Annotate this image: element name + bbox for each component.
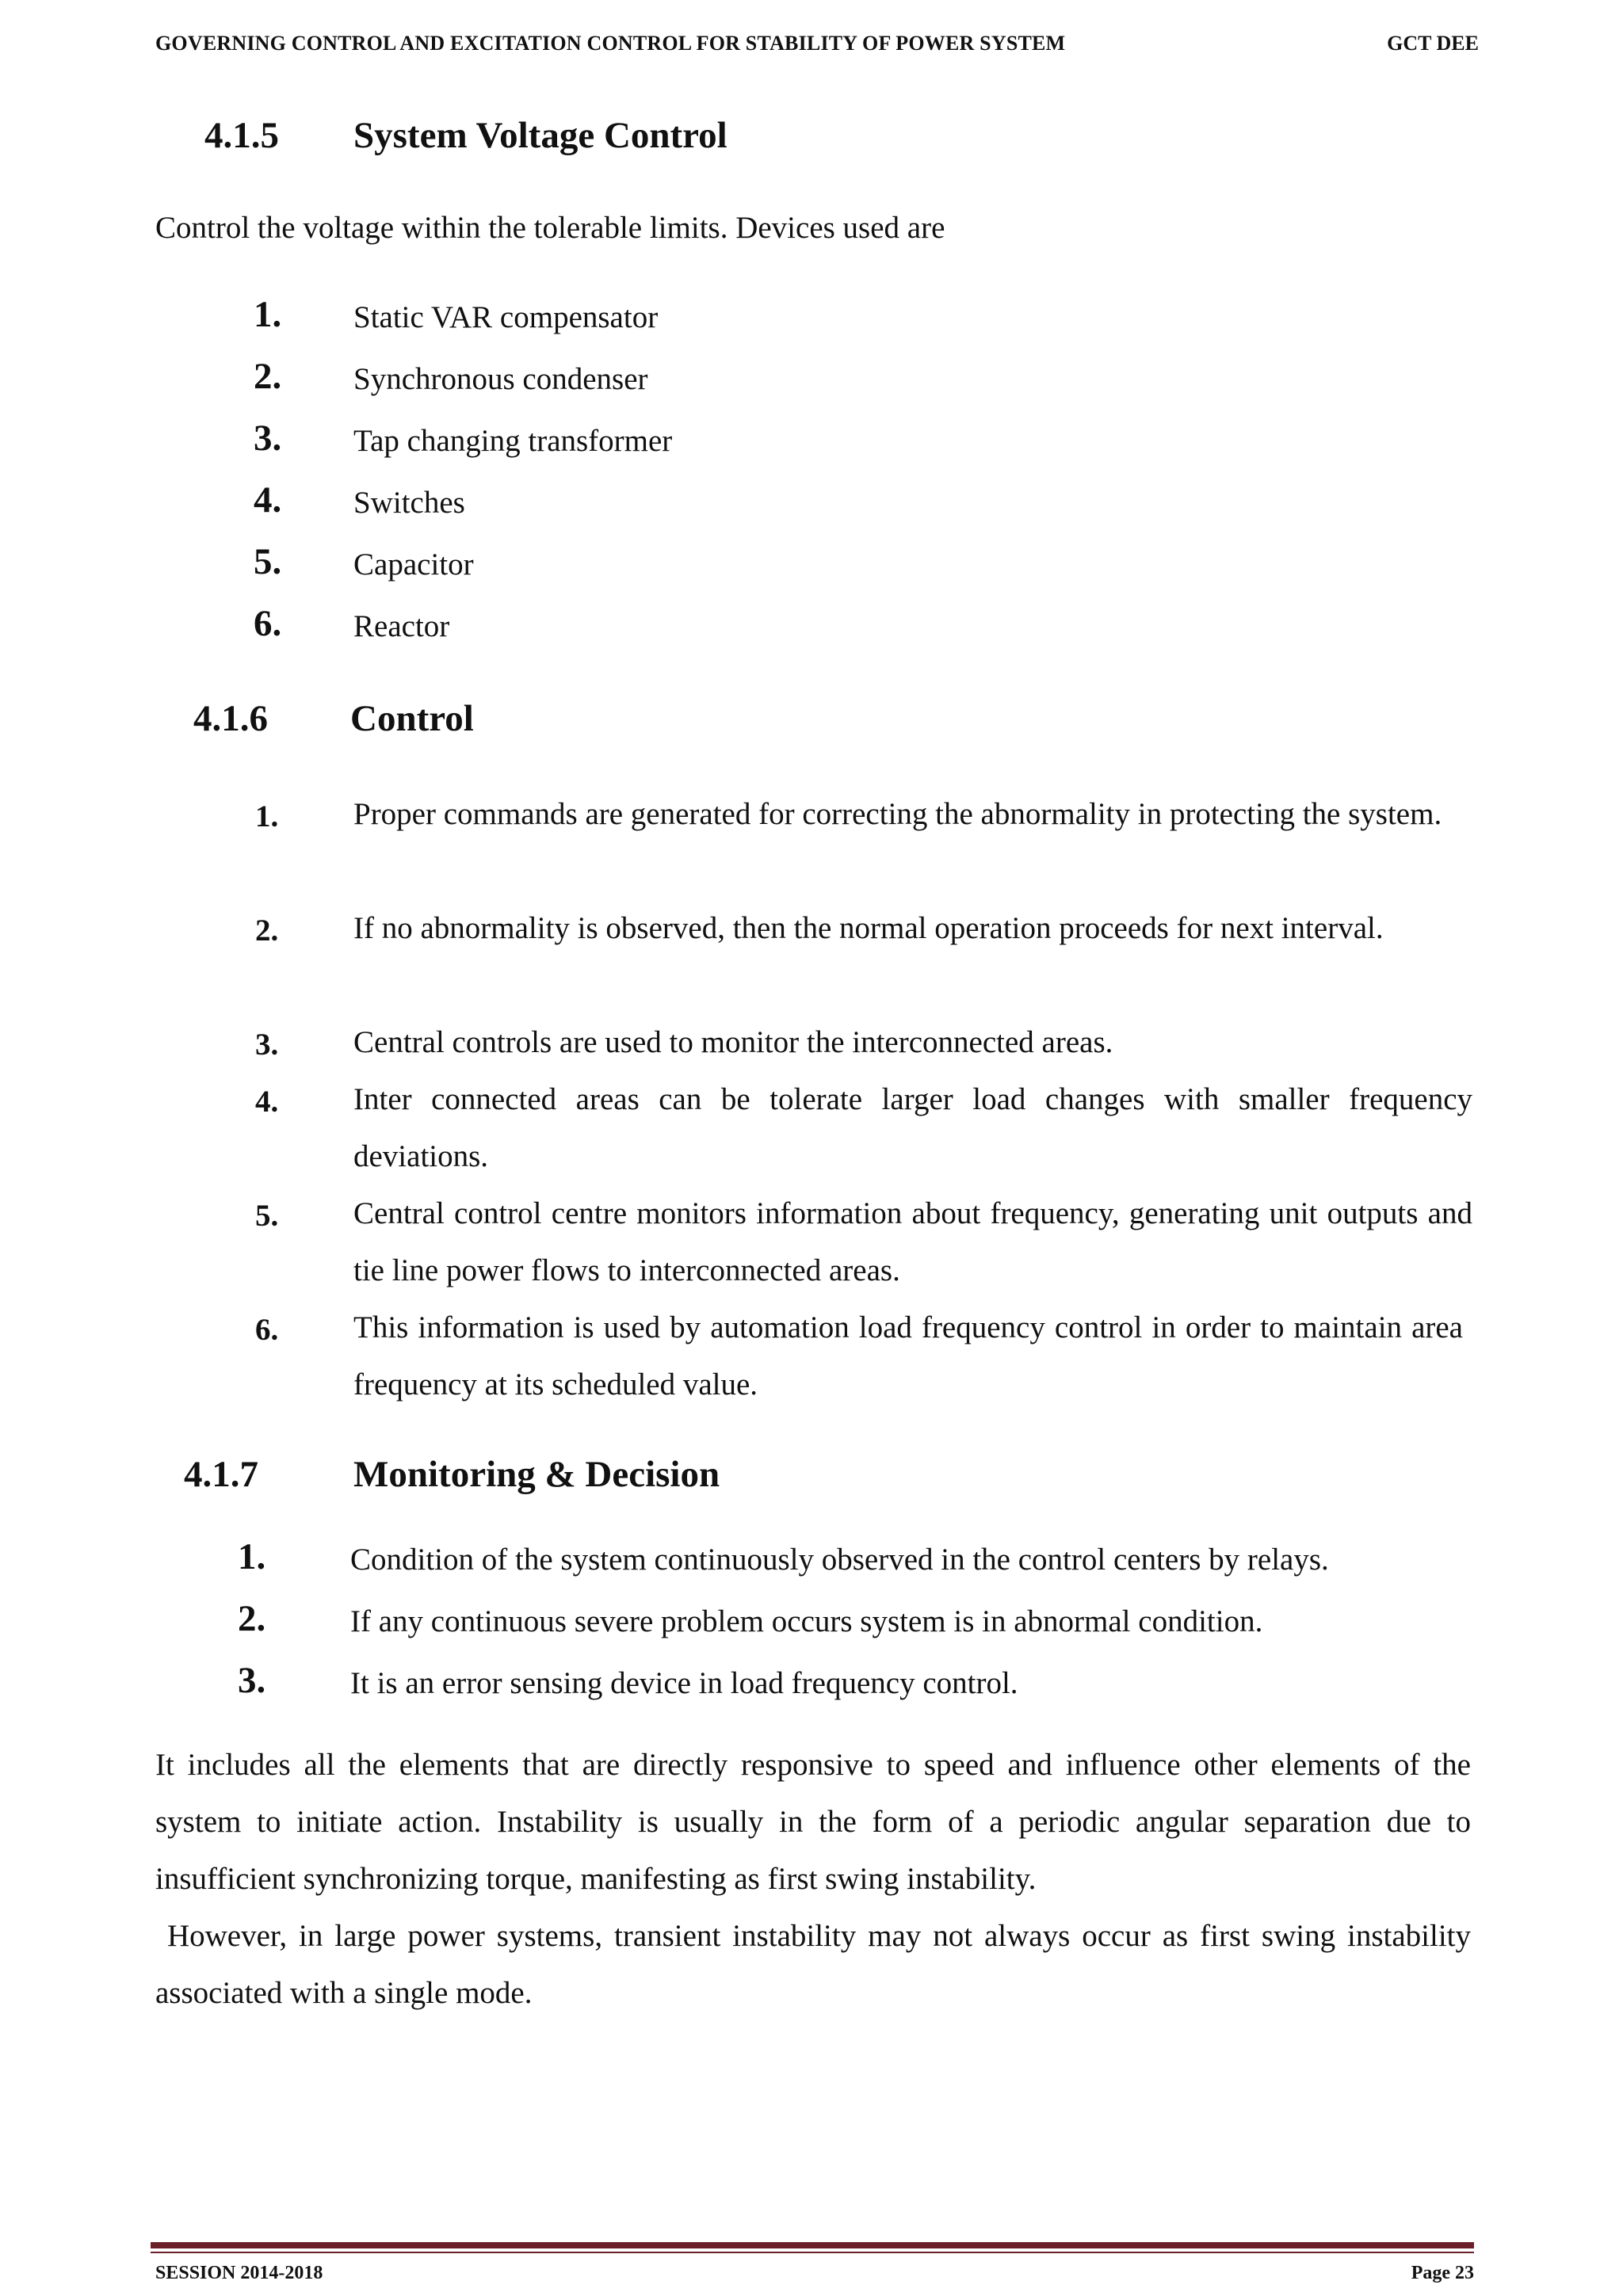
list-text: Capacitor — [353, 547, 474, 582]
list-number: 2. — [255, 913, 279, 948]
list-number: 2. — [238, 1598, 266, 1639]
list-text: Central control centre monitors information about frequency, generating unit outputs and tie line power flows to interconnected areas. — [353, 1196, 1472, 1287]
list-text: Reactor — [353, 609, 450, 643]
footer-page-number: Page 23 — [1411, 2263, 1474, 2283]
running-header-dept: GCT DEE — [1387, 32, 1479, 55]
list-text: Inter connected areas can be tolerate larger load changes with smaller frequency deviations. — [353, 1082, 1472, 1173]
list-text: If no abnormality is observed, then the normal operation proceeds for next interval. — [353, 911, 1384, 945]
list-text: Synchronous condenser — [353, 362, 648, 396]
list-number: 3. — [255, 1028, 279, 1062]
list-text: This information is used by automation load frequency control in order to maintain area frequency at its scheduled value. — [353, 1310, 1463, 1402]
section-title: Control — [350, 698, 474, 739]
list-number: 1. — [238, 1536, 266, 1577]
section-number: 4.1.7 — [184, 1454, 258, 1495]
list-text: If any continuous severe problem occurs system is in abnormal condition. — [350, 1604, 1263, 1638]
section-title: System Voltage Control — [353, 115, 727, 156]
list-number: 5. — [254, 541, 282, 582]
list-number: 1. — [255, 799, 279, 833]
list-text: Switches — [353, 486, 465, 520]
list-number: 3. — [254, 418, 282, 459]
list-number: 4. — [255, 1085, 279, 1119]
list-number: 4. — [254, 479, 282, 521]
list-text: It is an error sensing device in load frequency control. — [350, 1666, 1018, 1700]
list-number: 6. — [255, 1313, 279, 1347]
section-intro: Control the voltage within the tolerable limits. Devices used are — [155, 211, 945, 245]
footer-rule — [151, 2242, 1474, 2248]
footer-session: SESSION 2014-2018 — [155, 2263, 323, 2283]
section-number: 4.1.5 — [204, 115, 279, 156]
list-number: 5. — [255, 1199, 279, 1233]
list-text: Condition of the system continuously observed in the control centers by relays. — [350, 1543, 1329, 1577]
list-text: Static VAR compensator — [353, 300, 659, 334]
list-number: 2. — [254, 356, 282, 397]
body-paragraph: However, in large power systems, transient instability may not always occur as first swing instability associated with a single mode. — [155, 1919, 1479, 2010]
list-text: Central controls are used to monitor the interconnected areas. — [353, 1025, 1113, 1059]
list-number: 6. — [254, 603, 282, 644]
section-title: Monitoring & Decision — [353, 1454, 720, 1495]
body-paragraph: It includes all the elements that are directly responsive to speed and influence other elements of the system to initiate action. Instability is usually in the form of a periodic angular separation due to insufficient synchronizing torque, manifesting as first swing instability. — [155, 1748, 1471, 1896]
list-text: Tap changing transformer — [353, 424, 673, 458]
list-text: Proper commands are generated for correcting the abnormality in protecting the system. — [353, 797, 1442, 831]
running-header-title: GOVERNING CONTROL AND EXCITATION CONTROL FOR STABILITY OF POWER SYSTEM — [155, 32, 1066, 55]
footer-rule-thin — [151, 2252, 1474, 2253]
section-number: 4.1.6 — [193, 698, 268, 739]
list-number: 3. — [238, 1660, 266, 1701]
list-number: 1. — [254, 294, 282, 335]
